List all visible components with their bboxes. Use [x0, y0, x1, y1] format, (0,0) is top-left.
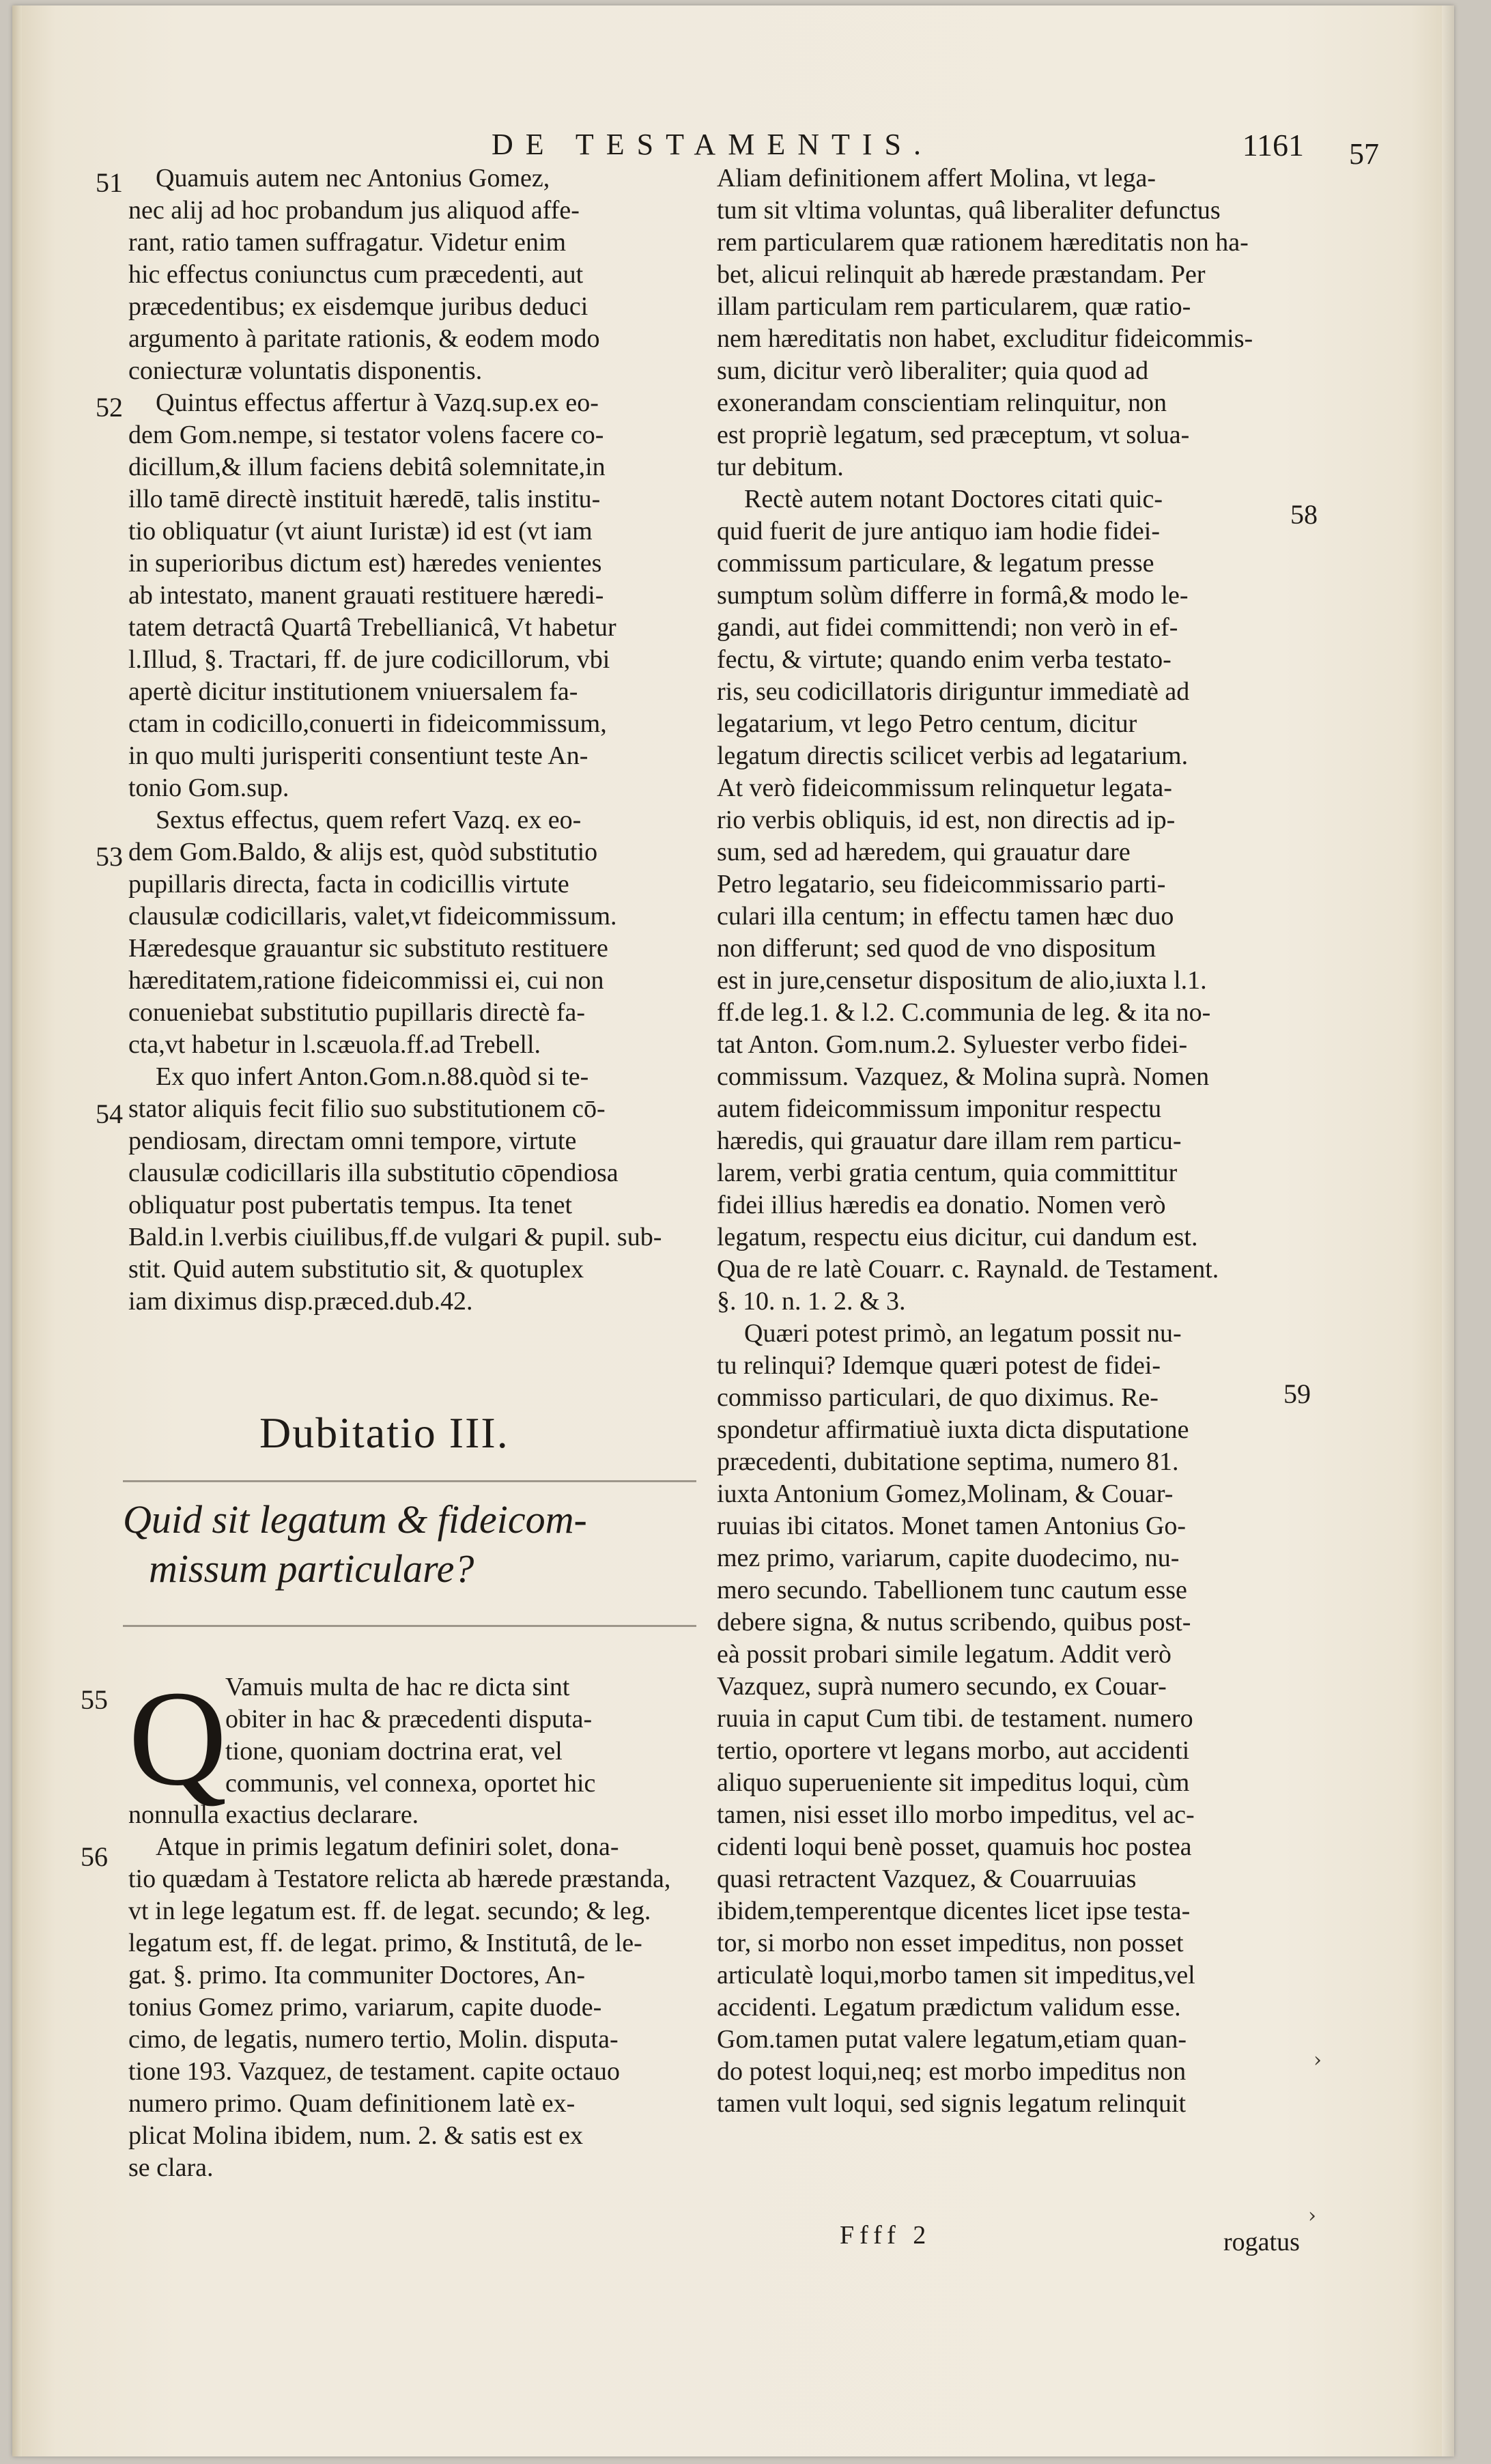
paragraph	[717, 162, 1290, 483]
text-line: do potest loqui,neq; est morbo impeditus non	[717, 2057, 1187, 2086]
text-line: quasi retractent Vazquez, & Couarruuias	[717, 1865, 1137, 1893]
text-line: tat Anton. Gom.num.2. Syluester verbo fidei-	[717, 1030, 1188, 1059]
text-line: se clara.	[128, 2153, 214, 2182]
paragraph-55-opening	[225, 1671, 696, 1800]
text-line: autem fideicommissum imponitur respectu	[717, 1094, 1162, 1123]
text-line: exonerandam conscientiam relinquitur, non	[717, 388, 1167, 417]
text-line: iuxta Antonium Gomez,Molinam, & Couar-	[717, 1479, 1174, 1508]
text-line: in superioribus dictum est) hæredes venientes	[128, 549, 602, 578]
text-line: sumptum solùm differre in formâ,& modo le-	[717, 581, 1189, 610]
page-mark: ›	[1314, 2048, 1322, 2072]
text-line: tione, quoniam doctrina erat, vel	[225, 1737, 563, 1766]
paragraph-55-56	[128, 1799, 690, 2184]
text-line: commisso particulari, de quo diximus. Re-	[717, 1383, 1159, 1412]
text-line: legatum directis scilicet verbis ad legatarium.	[717, 741, 1189, 770]
text-line: pupillaris directa, facta in codicillis virtute	[128, 870, 569, 898]
paragraph	[128, 387, 690, 804]
text-line: dem Gom.nempe, si testator volens facere co-	[128, 421, 604, 449]
margin-number-55: 55	[81, 1684, 108, 1715]
text-line: coniecturæ voluntatis disponentis.	[128, 356, 483, 385]
margin-number-51: 51	[96, 167, 123, 198]
text-line: debere signa, & nutus scribendo, quibus post-	[717, 1608, 1191, 1637]
text-line: apertè dicitur institutionem vniuersalem fa-	[128, 677, 578, 706]
folio-number: 1161	[1242, 128, 1304, 162]
text-line: commissum particulare, & legatum presse	[717, 549, 1154, 578]
text-line: ctam in codicillo,conuerti in fideicommissum,	[128, 709, 607, 738]
text-line: tio quædam à Testatore relicta ab hærede præstanda,	[128, 1865, 671, 1893]
text-line: dem Gom.Baldo, & alijs est, quòd substitutio	[128, 838, 598, 866]
text-line: nonnulla exactius declarare.	[128, 1800, 419, 1829]
text-line: legatarium, vt lego Petro centum, dicitur	[717, 709, 1137, 738]
text-line: quid fuerit de jure antiquo iam hodie fidei-	[717, 517, 1160, 546]
margin-number-56: 56	[81, 1841, 108, 1872]
text-line: stator aliquis fecit filio suo substitutionem cō-	[128, 1094, 606, 1123]
text-line: hæreditatem,ratione fideicommissi ei, cui non	[128, 966, 604, 995]
text-line: tonio Gom.sup.	[128, 774, 289, 802]
right-column	[717, 162, 1290, 2120]
text-line: nem hæreditatis non habet, excluditur fideicommis-	[717, 324, 1253, 353]
text-line: cta,vt habetur in l.scæuola.ff.ad Trebell.	[128, 1030, 541, 1059]
text-line: Qua de re latè Couarr. c. Raynald. de Testament.	[717, 1255, 1219, 1284]
text-line: est propriè legatum, sed præceptum, vt solua-	[717, 421, 1190, 449]
text-line: communis, vel connexa, oportet hic	[225, 1769, 596, 1798]
text-line: mez primo, variarum, capite duodecimo, nu-	[717, 1544, 1180, 1572]
text-line: non differunt; sed quod de vno dispositum	[717, 934, 1156, 963]
text-line: Hæredesque grauantur sic substituto restituere	[128, 934, 608, 963]
text-line: argumento à paritate rationis, & eodem modo	[128, 324, 600, 353]
text-line: tione 193. Vazquez, de testament. capite octauo	[128, 2057, 620, 2086]
running-header	[492, 127, 1379, 171]
text-line: l.Illud, §. Tractari, ff. de jure codicillorum, vbi	[128, 645, 610, 674]
text-line: nec alij ad hoc probandum jus aliquod affe-	[128, 196, 580, 225]
text-line: tur debitum.	[717, 453, 844, 481]
text-line: est in jure,censetur dispositum de alio,iuxta l.1.	[717, 966, 1207, 995]
text-line: cidenti loqui benè posset, quamuis hoc postea	[717, 1832, 1192, 1861]
text-line: præcedentibus; ex eisdemque juribus deduci	[128, 292, 588, 321]
text-line: mero secundo. Tabellionem tunc cautum esse	[717, 1576, 1187, 1604]
text-line: numero primo. Quam definitionem latè ex-	[128, 2089, 576, 2118]
text-line: Sextus effectus, quem refert Vazq. ex eo-	[156, 806, 582, 834]
text-line: rio verbis obliquis, id est, non directis ad ip-	[717, 806, 1176, 834]
text-line: Vamuis multa de hac re dicta sint	[225, 1673, 570, 1701]
text-line: §. 10. n. 1. 2. & 3.	[717, 1287, 906, 1316]
text-line: legatum est, ff. de legat. primo, & Institutâ, de le-	[128, 1929, 642, 1957]
text-line: illam particulam rem particularem, quæ ratio-	[717, 292, 1191, 321]
text-line: Gom.tamen putat valere legatum,etiam quan-	[717, 2025, 1187, 2054]
text-line: hæredis, qui grauatur dare illam rem particu-	[717, 1127, 1182, 1155]
rule-top	[123, 1480, 696, 1482]
text-line: tor, si morbo non esset impeditus, non posset	[717, 1929, 1184, 1957]
text-line: culari illa centum; in effectu tamen hæc duo	[717, 902, 1174, 931]
text-line: ibidem,temperentque dicentes licet ipse testa-	[717, 1897, 1191, 1925]
text-line: hic effectus coniunctus cum præcedenti, aut	[128, 260, 584, 289]
text-line: gandi, aut fidei committendi; non verò in ef-	[717, 613, 1178, 642]
text-line: tum sit vltima voluntas, quâ liberaliter defunctus	[717, 196, 1221, 225]
text-line: larem, verbi gratia centum, quia committitur	[717, 1159, 1178, 1187]
text-line: spondetur affirmatiuè iuxta dicta disputatione	[717, 1415, 1189, 1444]
running-title: DE TESTAMENTIS.	[492, 128, 933, 161]
text-line: obiter in hac & præcedenti disputa-	[225, 1705, 593, 1733]
text-line: rem particularem quæ rationem hæreditatis non ha-	[717, 228, 1249, 257]
text-line: ris, seu codicillatoris diriguntur immediatè ad	[717, 677, 1190, 706]
margin-number-53: 53	[96, 841, 123, 872]
text-line: tio obliquatur (vt aiunt Iuristæ) id est (vt iam	[128, 517, 593, 546]
margin-number-59: 59	[1283, 1378, 1311, 1409]
text-line: Ex quo infert Anton.Gom.n.88.quòd si te-	[156, 1062, 589, 1091]
text-line: commissum. Vazquez, & Molina suprà. Nomen	[717, 1062, 1210, 1091]
margin-number-52: 52	[96, 392, 123, 423]
text-line: accidenti. Legatum prædictum validum esse.	[717, 1993, 1181, 2022]
text-line: rant, ratio tamen suffragatur. Videtur enim	[128, 228, 567, 257]
question-line: missum particulare?	[149, 1546, 474, 1591]
text-line: in quo multi jurisperiti consentiunt teste An-	[128, 741, 588, 770]
text-line: ff.de leg.1. & l.2. C.communia de leg. & ita no-	[717, 998, 1211, 1027]
text-line: pendiosam, directam omni tempore, virtute	[128, 1127, 577, 1155]
text-line: eà possit probari simile legatum. Addit verò	[717, 1640, 1172, 1669]
text-line: Quamuis autem nec Antonius Gomez,	[156, 164, 550, 193]
question-line: Quid sit legatum & fideicom-	[123, 1497, 587, 1542]
text-line: dicillum,& illum faciens debitâ solemnitate,in	[128, 453, 606, 481]
page-gutter	[12, 5, 22, 2456]
left-column	[128, 162, 690, 1318]
text-line: Bald.in l.verbis ciuilibus,ff.de vulgari & pupil. sub-	[128, 1223, 662, 1251]
text-line: Quæri potest primò, an legatum possit nu-	[744, 1319, 1182, 1348]
text-line: plicat Molina ibidem, num. 2. & satis est ex	[128, 2121, 583, 2150]
text-line: ruuias ibi citatos. Monet tamen Antonius Go-	[717, 1512, 1187, 1540]
paragraph	[128, 804, 690, 1061]
text-line: tatem detractâ Quartâ Trebellianicâ, Vt habetur	[128, 613, 616, 642]
catchword: rogatus	[1223, 2228, 1300, 2256]
text-line: aliquo superueniente sit impeditus loqui, cùm	[717, 1768, 1190, 1797]
text-line: gat. §. primo. Ita communiter Doctores, An-	[128, 1961, 586, 1989]
paragraph	[717, 1318, 1290, 2120]
rule-bottom	[123, 1625, 696, 1627]
text-line: tertio, oportere vt legans morbo, aut accidenti	[717, 1736, 1190, 1765]
margin-number-54: 54	[96, 1099, 123, 1129]
text-line: tamen, nisi esset illo morbo impeditus, vel ac-	[717, 1800, 1195, 1829]
text-line: sum, dicitur verò liberaliter; quia quod ad	[717, 356, 1149, 385]
text-line: clausulæ codicillaris, valet,vt fideicommissum.	[128, 902, 617, 931]
text-line: obliquatur post pubertatis tempus. Ita tenet	[128, 1191, 573, 1219]
text-line: Petro legatario, seu fideicommissario parti-	[717, 870, 1166, 898]
text-line: præcedenti, dubitatione septima, numero 81.	[717, 1447, 1179, 1476]
paragraph	[128, 162, 690, 387]
text-line: tonius Gomez primo, variarum, capite duode-	[128, 1993, 602, 2022]
text-line: Vazquez, suprà numero secundo, ex Couar-	[717, 1672, 1167, 1701]
text-line: ruuia in caput Cum tibi. de testament. numero	[717, 1704, 1193, 1733]
text-line: Atque in primis legatum definiri solet, dona-	[156, 1832, 619, 1861]
text-line: sum, sed ad hæredem, qui grauatur dare	[717, 838, 1131, 866]
paragraph	[128, 1831, 690, 2184]
text-line: tu relinqui? Idemque quæri potest de fidei-	[717, 1351, 1161, 1380]
text-line: stit. Quid autem substitutio sit, & quotuplex	[128, 1255, 584, 1284]
paragraph	[128, 1799, 690, 1831]
text-line: fidei illius hæredis ea donatio. Nomen verò	[717, 1191, 1166, 1219]
text-line: tamen vult loqui, sed signis legatum relinquit	[717, 2089, 1187, 2118]
signature-mark: Ffff 2	[840, 2221, 932, 2250]
margin-number-58: 58	[1290, 499, 1318, 530]
drop-capital: Q	[128, 1663, 227, 1814]
text-line: vt in lege legatum est. ff. de legat. secundo; & leg.	[128, 1897, 651, 1925]
text-line: bet, alicui relinquit ab hærede præstandam. Per	[717, 260, 1206, 289]
text-line: illo tamē directè instituit hæredē, talis institu-	[128, 485, 601, 513]
text-line: articulatè loqui,morbo tamen sit impeditus,vel	[717, 1961, 1195, 1989]
text-line: cimo, de legatis, numero tertio, Molin. disputa-	[128, 2025, 619, 2054]
text-line: clausulæ codicillaris illa substitutio cōpendiosa	[128, 1159, 619, 1187]
page-fore-edge	[1442, 5, 1454, 2456]
text-line: fectu, & virtute; quando enim verba testato-	[717, 645, 1172, 674]
text-line: Aliam definitionem affert Molina, vt lega-	[717, 164, 1156, 193]
text-line: Quintus effectus affertur à Vazq.sup.ex eo-	[156, 388, 599, 417]
paragraph	[128, 1061, 690, 1318]
margin-number-57: 57	[1349, 137, 1379, 171]
text-line: ab intestato, manent grauati restituere hæredi-	[128, 581, 604, 610]
page-mark: ›	[1308, 2204, 1316, 2228]
text-line: At verò fideicommissum relinquetur legata-	[717, 774, 1172, 802]
text-line: iam diximus disp.præced.dub.42.	[128, 1287, 473, 1316]
dubitatio-heading: Dubitatio III.	[259, 1408, 509, 1457]
text-line: legatum, respectu eius dicitur, cui dandum est.	[717, 1223, 1198, 1251]
text-line: conueniebat substitutio pupillaris directè fa-	[128, 998, 586, 1027]
text-line: Rectè autem notant Doctores citati quic-	[744, 485, 1163, 513]
paragraph	[717, 483, 1290, 1318]
question-title	[123, 1495, 696, 1594]
